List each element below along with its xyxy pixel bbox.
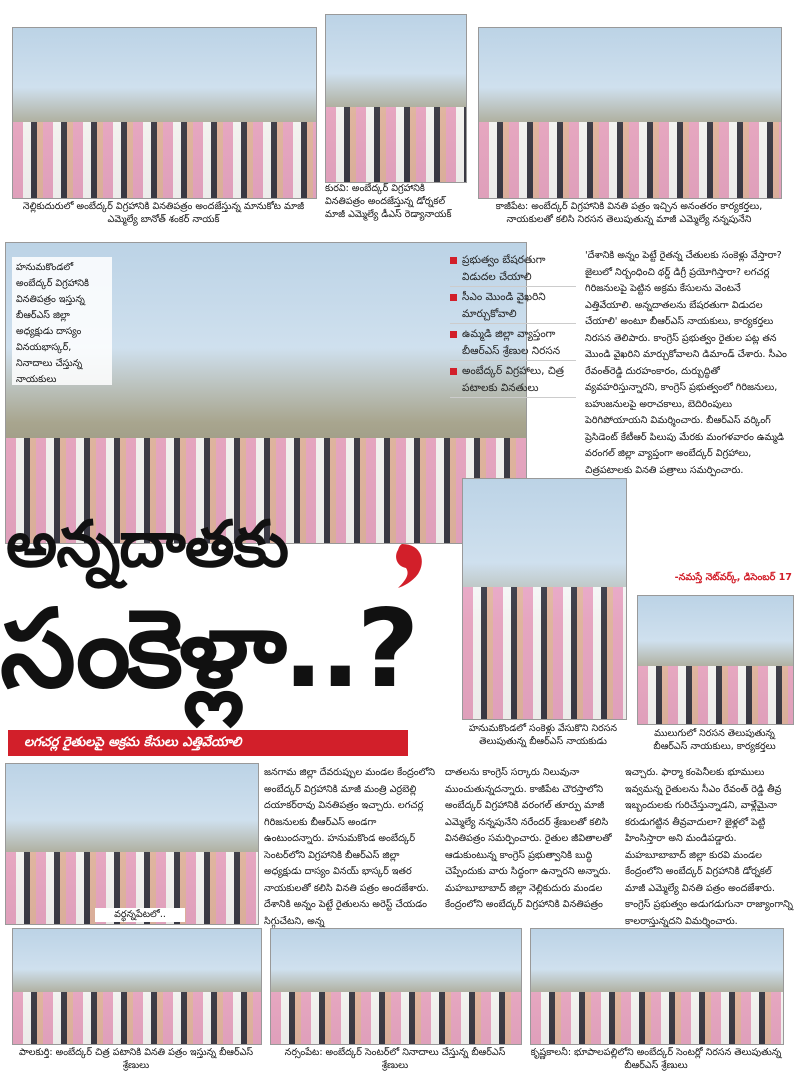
caption-palakurthi: పాలకుర్తి: అంబేద్కర్ చిత్ర పటానికి వినతి పత్రం ఇస్తున్న బీఆర్ఎస్ శ్రేణులు (18, 1047, 254, 1071)
caption-narsampet: నర్సంపేట: అంబేద్కర్ సెంటర్‌లో నినాదాలు చేస్తున్న బీఆర్ఎస్ శ్రేణులు (284, 1047, 506, 1071)
photo-nellikuduru (12, 27, 317, 199)
hanamkonda-overlay-caption: హనుమకొండలో అంబేద్కర్ విగ్రహానికి వినతిపత్రం ఇస్తున్న బీఆర్ఎస్ జిల్లా అధ్యక్షుడు దాస్యం వినయభాస్కర్, నినాదాలు చేస్తున్న నాయకులు (12, 257, 112, 385)
bullet-list (450, 252, 576, 400)
dateline: -నమస్తే నెట్‌వర్క్, డిసెంబర్ 17 (674, 572, 792, 583)
photo-hanamkonda-chains (462, 478, 627, 720)
headline-line1: అన్నదాతకు (6, 508, 289, 582)
right-column-text: 'దేశానికి అన్నం పెట్టే రైతన్న చేతులకు సంకెళ్లు వేస్తారా? జైలులో నిర్బంధించి థర్డ్ డిగ్రీ ప్రయోగిస్తారా? లగచర్ల గిరిజనులపై పెట్టిన అక్రమ కేసులను వెంటనే ఎత్తివేయాలి. అన్నదాతలను బేషరతుగా విడుదల చేయాలి' అంటూ బీఆర్ఎస్ నాయకులు, కార్యకర్తలు నిరసన తెలిపారు. కాంగ్రెస్ ప్రభుత్వం రైతుల పట్ల తన మొండి వైఖరిని మార్చుకోవాలని డిమాండ్ చేశారు. సీఎం రేవంత్‌రెడ్డి దురహంకారం, దుర్బుద్ధితో వ్యవహరిస్తున్నారని, కాంగ్రెస్ ప్రభుత్వంలో గిరిజనులు, బహుజనులపై అరాచకాలు, బెదిరింపులు పెరిగిపోయాయని విమర్శించారు. బీఆర్ఎస్ వర్కింగ్ ప్రెసిడెంట్ కేటీఆర్ పిలుపు మేరకు మంగళవారం ఉమ్మడి వరంగల్ జిల్లా వ్యాప్తంగా అంబేద్కర్ విగ్రహాలు, చిత్రపటాలకు వినతి పత్రాలు సమర్పించారు. (585, 250, 787, 476)
caption-kuravi: కురవి: అంబేద్కర్ విగ్రహానికి వినతిపత్రం అందజేస్తున్న డోర్నకల్ మాజీ ఎమ్మెల్యే డీఎస్ రెడ్యానాయక్ (325, 183, 452, 220)
subhead-bar: లగచర్ల రైతులపై అక్రమ కేసులు ఎత్తివేయాలి (8, 730, 408, 756)
photo-mulugu (637, 595, 794, 725)
photo-kazipet (478, 27, 782, 199)
photo-narsampet (270, 928, 522, 1045)
photo-vardhannapeta (5, 763, 259, 925)
body-column-3: ఇచ్చారు. ఫార్మా కంపెనీలకు భూములు ఇవ్వమన్న రైతులను సీఎం రేవంత్ రెడ్డి తీవ్ర ఇబ్బందులకు గురిచేస్తున్నాడని, వాళ్లేమైనా కరుడుగట్టిన తీవ్రవాదులా? జైళ్లలో పెట్టి హింసిస్తారా అని మండిపడ్డారు. మహబూబాబాద్ జిల్లా కురవి మండల కేంద్రంలోని అంబేద్కర్ విగ్రహానికి డోర్నకల్ మాజీ ఎమ్మెల్యే వినతి పత్రం అందజేశారు. కాంగ్రెస్ ప్రభుత్వం అడుగడుగునా రాజ్యాంగాన్ని కాలరాస్తున్నదని విమర్శించారు. (625, 767, 793, 927)
body-column-1: జనగామ జిల్లా దేవరుప్పుల మండల కేంద్రంలోని అంబేద్కర్ విగ్రహానికి మాజీ మంత్రి ఎర్రబెల్లి దయాకర్‌రావు వినతిపత్రం ఇచ్చారు. లగచర్ల గిరిజనులకు బీఆర్ఎస్ అండగా ఉంటుందన్నారు. హనుమకొండ అంబేద్కర్ సెంటర్‌లోని విగ్రహానికి బీఆర్ఎస్ జిల్లా అధ్యక్షుడు దాస్యం వినయ్ భాస్కర్ ఇతర నాయకులతో కలిసి వినతి పత్రం అందజేశారు. దేశానికి అన్నం పెట్టే రైతులను అరెస్ట్ చేయడం సిగ్గుచేటని, అన్న (264, 767, 436, 927)
bullet-item: సీఎం మొండి వైఖరిని మార్చుకోవాలి (450, 289, 576, 324)
caption-hanamkonda-chains: హనుమకొండలో సంకెళ్లు వేసుకొని నిరసన తెలుపుతున్న బీఆర్ఎస్ నాయకుడు (468, 723, 618, 747)
body-column-2: దాతలను కాంగ్రెస్ సర్కారు నిలువునా ముంచుతున్నదన్నారు. కాజీపేట చౌరస్తాలోని అంబేద్కర్ విగ్రహానికి వరంగల్ తూర్పు మాజీ ఎమ్మెల్యే నన్నపునేని నరేందర్ శ్రేణులతో కలిసి వినతిపత్రం సమర్పించారు. రైతుల జీవితాలతో ఆడుకుంటున్న కాంగ్రెస్ ప్రభుత్వానికి బుద్ధి చెప్పేందుకు వారు సిద్ధంగా ఉన్నారని అన్నారు. మహబూబాబాద్ జిల్లా నెల్లికుదురు మండల కేంద్రంలోని అంబేద్కర్ విగ్రహానికి వినతిపత్రం (445, 767, 612, 910)
headline-line2: సంకెళ్లా..? (0, 587, 416, 712)
caption-nellikuduru: నెల్లికుదురులో అంబేద్కర్ విగ్రహానికి వినతిపత్రం అందజేస్తున్న మానుకోట మాజీ ఎమ్మెల్యే బానోత్ శంకర్ నాయక్ (22, 201, 305, 225)
label-vardhannapeta: వర్ధన్నపేటలో.. (95, 908, 185, 922)
quote-mark-icon (392, 540, 432, 590)
bullet-item: ప్రభుత్వం బేషరతుగా విడుదల చేయాలి (450, 252, 576, 287)
photo-palakurthi (12, 928, 262, 1045)
caption-kazipet: కాజీపేట: అంబేద్కర్ విగ్రహానికి వినతి పత్రం ఇచ్చిన అనంతరం కార్యకర్తలు, నాయకులతో కలిసి నిరసన తెలుపుతున్న మాజీ ఎమ్మెల్యే నన్నపునేని (495, 201, 763, 225)
bullet-item: అంబేద్కర్ విగ్రహాలు, చిత్ర పటాలకు వినతులు (450, 363, 576, 398)
photo-kuravi (325, 14, 467, 183)
caption-mulugu: ములుగులో నిరసన తెలుపుతున్న బీఆర్ఎస్ నాయకులు, కార్యకర్తలు (653, 728, 776, 752)
bullet-item: ఉమ్మడి జిల్లా వ్యాప్తంగా బీఆర్ఎస్ శ్రేణుల నిరసన (450, 326, 576, 361)
caption-krishnacolony: కృష్ణకాలనీ: భూపాలపల్లిలోని అంబేద్కర్ సెంటర్లో నిరసన తెలుపుతున్న బీఆర్ఎస్ శ్రేణులు (530, 1047, 782, 1071)
photo-krishnacolony (530, 928, 784, 1045)
